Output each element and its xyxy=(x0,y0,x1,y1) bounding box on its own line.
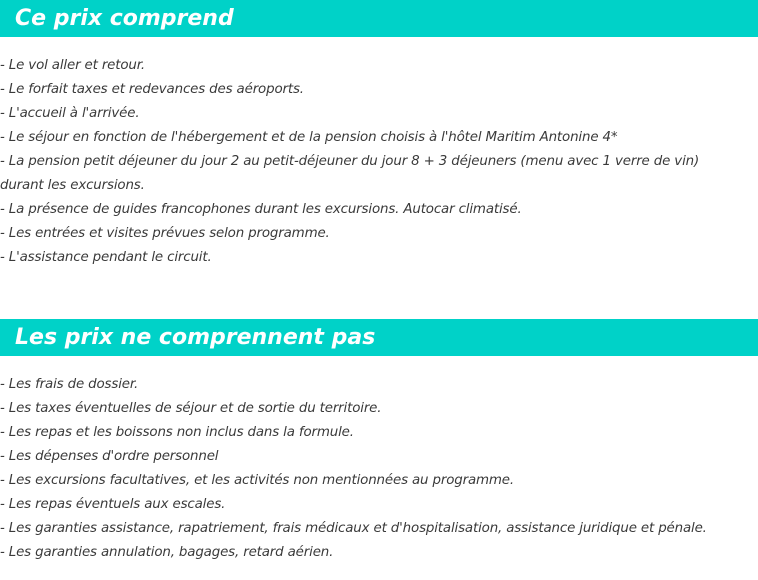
list-item: - Les dépenses d'ordre personnel xyxy=(0,449,219,464)
list-item: - La présence de guides francophones durant les excursions. Autocar climatisé. xyxy=(0,202,522,217)
list-item: - Le séjour en fonction de l'hébergement et de la pension choisis à l'hôtel Maritim Antonine 4* xyxy=(0,130,618,145)
included-section-title: Ce prix comprend xyxy=(0,0,758,37)
list-item: - Les repas et les boissons non inclus dans la formule. xyxy=(0,425,354,440)
list-item: - Les garanties assistance, rapatriement, frais médicaux et d'hospitalisation, assistance juridique et pénale. xyxy=(0,521,707,536)
included-list xyxy=(0,54,740,270)
list-item: - L'assistance pendant le circuit. xyxy=(0,250,212,265)
list-item: - Le forfait taxes et redevances des aéroports. xyxy=(0,82,304,97)
list-item: - La pension petit déjeuner du jour 2 au petit-déjeuner du jour 8 + 3 déjeuners (menu avec 1 verre de vin) durant les excursions. xyxy=(0,154,700,193)
excluded-list xyxy=(0,373,740,565)
list-item: - Les garanties annulation, bagages, retard aérien. xyxy=(0,545,334,560)
list-item: - Les excursions facultatives, et les activités non mentionnées au programme. xyxy=(0,473,514,488)
list-item: - Les taxes éventuelles de séjour et de sortie du territoire. xyxy=(0,401,382,416)
list-item: - L'accueil à l'arrivée. xyxy=(0,106,140,121)
list-item: - Les entrées et visites prévues selon programme. xyxy=(0,226,330,241)
list-item: - Les repas éventuels aux escales. xyxy=(0,497,226,512)
list-item: - Les frais de dossier. xyxy=(0,377,139,392)
excluded-section-title: Les prix ne comprennent pas xyxy=(0,319,758,356)
list-item: - Le vol aller et retour. xyxy=(0,58,145,73)
